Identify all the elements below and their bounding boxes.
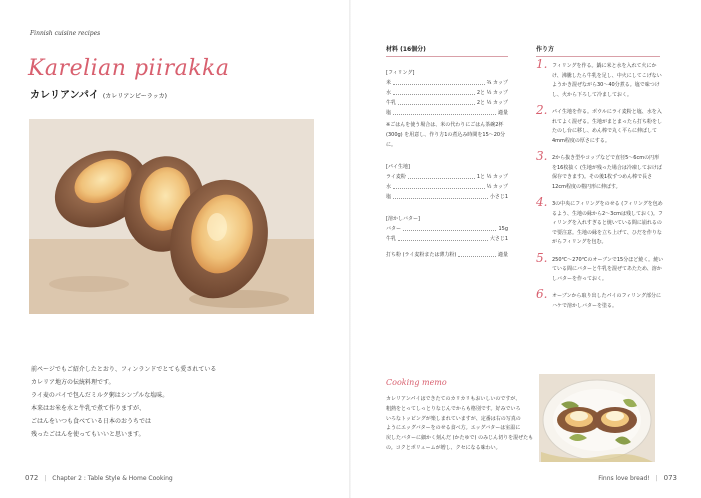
ingredient-row bbox=[386, 182, 508, 192]
memo-line: 粗熱をとってしっとりなじんでからも格別です。好みでいろ bbox=[386, 405, 521, 412]
ingredient-qty: ½ カップ bbox=[486, 184, 508, 190]
method-step bbox=[536, 250, 664, 285]
butter-label: [溶かしバター] bbox=[386, 216, 420, 222]
memo-title: Cooking memo bbox=[386, 378, 447, 387]
ingredient-qty: 大さじ1 bbox=[489, 236, 508, 242]
series-label: Finnish cuisine recipes bbox=[30, 30, 101, 37]
ingredients-heading: 材料 (16個分) bbox=[386, 46, 426, 53]
step-text: 250℃〜270℃のオーブンで15分ほど焼く。焼いている間にバターと牛乳を混ぜてあたため、溶かしバターを作っておく。 bbox=[552, 256, 664, 282]
step-text: フィリングを作る。鍋に米と水を入れて火にかけ、沸騰したら牛乳を足し、中火にしてこげないようかき混ぜながら30〜40分煮る。塩で味つけし、火から下ろして冷ましておく。 bbox=[552, 63, 662, 98]
step-number: 4. bbox=[536, 195, 548, 209]
page-number-left: 072 bbox=[25, 474, 39, 482]
ingredient-qty: 15g bbox=[498, 226, 508, 232]
ingredient-row bbox=[386, 172, 508, 182]
ingredient-row bbox=[386, 98, 508, 108]
intro-line: 本来はお米を水と牛乳で煮て作りますが、 bbox=[31, 405, 146, 412]
step-number: 6. bbox=[536, 287, 548, 301]
recipe-title-jp-sub: (カレリアンピーラッカ) bbox=[102, 93, 167, 100]
memo-line: カレリアンパイはできたてのカリカリもおいしいのですが、 bbox=[386, 396, 521, 402]
ingredients-rule bbox=[386, 56, 508, 57]
step-number: 5. bbox=[536, 250, 548, 265]
ingredient-row bbox=[386, 224, 508, 234]
step-text: パイ生地を作る。ボウルにライ麦粉と塩、水を入れてよく混ぜる。生地がまとまったら打ち粉をしたのし台に移し、めん棒で丸く平らに伸ばして4mm程度の厚さにする。 bbox=[552, 109, 663, 144]
ingredient-row bbox=[386, 192, 508, 202]
intro-line: ごはんをいつも食べている日本のおうちでは bbox=[31, 418, 151, 425]
method-step bbox=[536, 57, 664, 100]
intro-line: 残ったごはんを使ってもいいと思います。 bbox=[31, 431, 145, 438]
ingredient-row bbox=[386, 250, 508, 260]
ingredient-row bbox=[386, 234, 508, 244]
memo-line: ようにエッグバターをのせる食べ方。エッグバターは室温に bbox=[386, 425, 521, 432]
recipe-title-jp bbox=[30, 86, 167, 101]
ingredient-name: バター bbox=[386, 226, 402, 232]
chapter-label: Chapter 2 : Table Style & Home Cooking bbox=[52, 475, 173, 482]
step-text: 3の中央にフィリングをのせる (フィリングを包めるよう、生地の縁から2〜3cmは残しておく)。フィリングを入れすぎると焼いている間に崩れるので要注意。生地の縁を立ち上げて、ひだを作りながらフィリングを包む。 bbox=[552, 201, 663, 245]
step-number: 3. bbox=[536, 149, 548, 163]
ingredient-qty: 1と ½ カップ bbox=[476, 174, 508, 180]
step-number: 2. bbox=[536, 103, 548, 117]
ingredient-qty: 適量 bbox=[497, 110, 508, 116]
ingredient-name: 塩 bbox=[386, 110, 392, 116]
ingredient-qty: 小さじ1 bbox=[489, 194, 508, 200]
right-page bbox=[351, 0, 701, 498]
karelian-pie-photo bbox=[29, 119, 314, 314]
ingredient-qty: 適量 bbox=[497, 252, 508, 258]
step-number: 1. bbox=[536, 57, 548, 71]
step-text: オーブンから取り出したパイのフィリング部分にハケで溶かしバターを塗る。 bbox=[552, 293, 662, 309]
ingredient-row bbox=[386, 108, 508, 118]
plate-illustration bbox=[539, 374, 655, 462]
ingredient-name: 牛乳 bbox=[386, 236, 397, 242]
ingredient-qty: ¾ カップ bbox=[486, 80, 508, 86]
ingredient-name: 米 bbox=[386, 80, 392, 86]
pie-illustration bbox=[29, 119, 314, 314]
method-step bbox=[536, 195, 664, 248]
ingredient-row bbox=[386, 78, 508, 88]
ingredient-name: 塩 bbox=[386, 194, 392, 200]
ingredients-list bbox=[386, 62, 508, 260]
ingredient-row bbox=[386, 88, 508, 98]
recipe-title-jp-main: カレリアンパイ bbox=[30, 90, 99, 101]
footer-right: Finns love bread! | 073 bbox=[598, 474, 677, 482]
ingredient-name: 打ち粉 (ライ麦粉または薄力粉) bbox=[386, 252, 457, 258]
method-steps bbox=[536, 57, 664, 319]
ingredient-qty: 2と ½ カップ bbox=[476, 100, 508, 106]
memo-line: の。コクとボリュームが増し、クセになる味わい。 bbox=[386, 444, 501, 451]
ingredient-name: ライ麦粉 bbox=[386, 174, 406, 180]
ingredient-name: 水 bbox=[386, 90, 392, 96]
tagline: Finns love bread! bbox=[598, 475, 650, 482]
ingredient-name: 水 bbox=[386, 184, 392, 190]
method-step bbox=[536, 287, 664, 311]
dough-label: [パイ生地] bbox=[386, 164, 410, 170]
memo-line: いろなトッピングが楽しまれていますが、定番は右の写真の bbox=[386, 415, 521, 422]
ingredient-qty: 2と ½ カップ bbox=[476, 90, 508, 96]
ingredient-name: 牛乳 bbox=[386, 100, 397, 106]
intro-line: 前ページでもご紹介したとおり、フィンランドでとても愛されている bbox=[31, 366, 217, 373]
method-step bbox=[536, 149, 664, 192]
filling-label: [フィリング] bbox=[386, 70, 415, 76]
page-number-right: 073 bbox=[663, 474, 677, 482]
recipe-title-en: Karelian piirakka bbox=[28, 56, 230, 81]
method-rule bbox=[536, 56, 660, 57]
memo-line: 戻したバターに細かく刻んだ (かたゆで) のみじん切りを混ぜたも bbox=[386, 435, 534, 442]
intro-text bbox=[31, 363, 281, 441]
step-text: 2から抜き型やコップなどで直径5〜6cmの円形を16枚抜く (生地が残った場合は冷凍しておけば保存できます)。その後1枚ずつめん棒で長さ12cm程度の楕円形に伸ばす。 bbox=[552, 155, 662, 190]
footer-left: 072 | Chapter 2 : Table Style & Home Cooking bbox=[25, 474, 173, 482]
memo-text bbox=[386, 395, 534, 454]
method-step bbox=[536, 103, 664, 146]
intro-line: ライ麦のパイで包んだミルク粥はシンプルな塩味。 bbox=[31, 392, 169, 399]
method-heading: 作り方 bbox=[536, 46, 555, 53]
intro-line: カレリア地方の伝統料理です。 bbox=[31, 379, 115, 386]
left-page bbox=[0, 0, 350, 498]
filling-note: ※ごはんを使う場合は、米の代わりにごはん茶碗2杯 (300g) を用意し、作り方1の煮込み時間を15〜20分に。 bbox=[386, 122, 506, 148]
plated-pies-photo bbox=[539, 374, 655, 462]
